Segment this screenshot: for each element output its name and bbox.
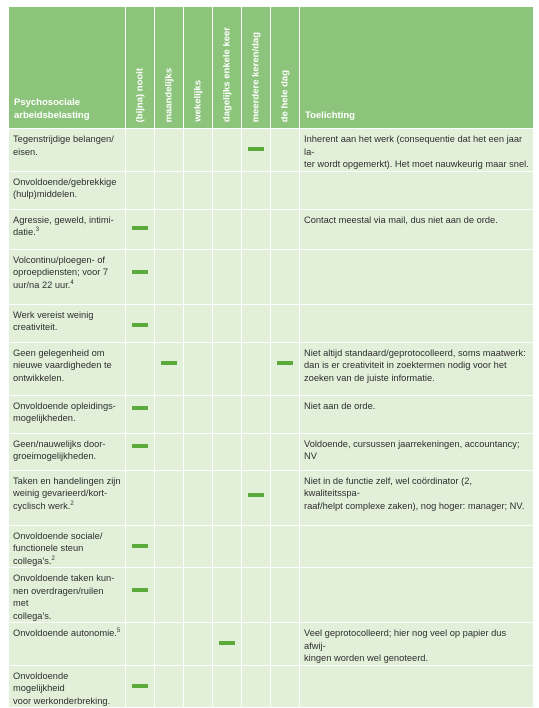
row-label-line: Onvoldoende/gebrekkige: [13, 176, 117, 187]
frequency-cell: [242, 209, 271, 249]
table-row: [9, 665, 534, 708]
frequency-mark: [132, 270, 148, 274]
frequency-cell: [213, 342, 242, 395]
row-label-line: mogelijkheden.: [13, 413, 76, 423]
header-several-daily: meerdere keren/dag: [242, 7, 271, 129]
frequency-mark: [132, 323, 148, 327]
frequency-mark: [132, 684, 148, 688]
frequency-cell: [242, 342, 271, 395]
row-label-line: nieuwe vaardigheden te: [13, 360, 112, 370]
psychosocial-workload-table: [8, 6, 534, 708]
header-first-line-1: Psychosociale: [14, 97, 81, 108]
footnote-marker: 5: [116, 627, 121, 634]
row-label-line: uur/na 22 uur.: [13, 279, 71, 290]
frequency-cell: [213, 209, 242, 249]
frequency-mark: [277, 361, 293, 365]
table-row: [9, 342, 534, 395]
header-all-day: de hele dag: [271, 7, 300, 129]
frequency-cell: [271, 623, 300, 666]
frequency-cell: [155, 665, 184, 708]
row-label-line: Werk vereist weinig: [13, 309, 94, 320]
frequency-cell: [126, 470, 155, 525]
row-explanation: [300, 568, 534, 623]
frequency-cell: [271, 665, 300, 708]
frequency-cell: [242, 623, 271, 666]
explanation-line: Niet aan de orde.: [304, 400, 376, 411]
frequency-cell: [155, 433, 184, 470]
header-row: [9, 7, 534, 129]
frequency-cell: [242, 171, 271, 209]
table-row: [9, 171, 534, 209]
frequency-cell: [213, 665, 242, 708]
explanation-line: Contact meestal via mail, dus niet aan de orde.: [304, 214, 498, 225]
table-row: [9, 209, 534, 249]
frequency-cell: [126, 665, 155, 708]
frequency-cell: [242, 395, 271, 433]
frequency-cell: [184, 304, 213, 342]
frequency-cell: [271, 433, 300, 470]
frequency-cell: [155, 342, 184, 395]
frequency-cell: [126, 433, 155, 470]
row-label: [9, 568, 126, 623]
explanation-line: Voldoende, cursussen jaarrekeningen, accountancy; NV: [304, 438, 520, 461]
frequency-cell: [126, 304, 155, 342]
row-explanation: [300, 525, 534, 568]
frequency-cell: [184, 129, 213, 172]
frequency-cell: [213, 129, 242, 172]
frequency-cell: [155, 525, 184, 568]
frequency-cell: [213, 304, 242, 342]
frequency-cell: [126, 209, 155, 249]
row-label: [9, 470, 126, 525]
header-explanation: Toelichting: [300, 7, 534, 129]
explanation-line: zoeken van de juiste informatie.: [304, 372, 435, 383]
explanation-line: Inherent aan het werk (consequentie dat het een jaar la-: [304, 134, 523, 157]
row-label-line: nen overdragen/ruilen met: [13, 585, 104, 608]
frequency-cell: [271, 525, 300, 568]
footnote-marker: 3: [35, 226, 40, 233]
frequency-mark: [132, 406, 148, 410]
frequency-cell: [242, 525, 271, 568]
frequency-cell: [126, 568, 155, 623]
row-label: [9, 304, 126, 342]
frequency-cell: [271, 209, 300, 249]
row-label-line: Onvoldoende taken kun-: [13, 573, 115, 583]
frequency-cell: [213, 395, 242, 433]
frequency-cell: [155, 568, 184, 623]
frequency-cell: [126, 395, 155, 433]
table-row: [9, 623, 534, 666]
explanation-line: Niet in de functie zelf, wel coördinator (2, kwaliteitsspa-: [304, 475, 472, 498]
frequency-cell: [184, 395, 213, 433]
frequency-cell: [155, 623, 184, 666]
row-label: [9, 129, 126, 172]
row-label-line: groeimogelijkheden.: [13, 451, 97, 461]
frequency-cell: [271, 304, 300, 342]
frequency-cell: [242, 470, 271, 525]
frequency-cell: [271, 249, 300, 304]
row-label: [9, 249, 126, 304]
row-label-line: voor werkonderbreking.: [13, 695, 111, 706]
frequency-cell: [184, 171, 213, 209]
frequency-cell: [213, 623, 242, 666]
frequency-mark: [132, 444, 148, 448]
frequency-cell: [126, 525, 155, 568]
row-explanation: [300, 470, 534, 525]
frequency-cell: [184, 623, 213, 666]
footnote-marker: 2: [70, 500, 74, 507]
row-label-line: Geen/nauwelijks door-: [13, 438, 106, 449]
row-explanation: [300, 171, 534, 209]
frequency-cell: [184, 665, 213, 708]
frequency-cell: [242, 665, 271, 708]
row-label-line: (hulp)middelen.: [13, 189, 78, 199]
frequency-cell: [271, 395, 300, 433]
row-label-line: eisen.: [13, 146, 38, 157]
header-monthly: maandelijks: [155, 7, 184, 129]
frequency-cell: [242, 568, 271, 623]
frequency-cell: [126, 342, 155, 395]
row-label-line: Onvoldoende mogelijkheid: [13, 670, 69, 693]
row-label-line: collega's.: [13, 610, 52, 621]
row-label-line: creativiteit.: [13, 322, 58, 332]
frequency-cell: [184, 568, 213, 623]
table-row: [9, 470, 534, 525]
frequency-cell: [213, 171, 242, 209]
header-weekly: wekelijks: [184, 7, 213, 129]
row-label-line: Taken en handelingen zijn: [13, 475, 121, 486]
row-label-line: Onvoldoende opleidings-: [13, 400, 116, 411]
frequency-mark: [132, 544, 148, 548]
explanation-line: dan is er creativiteit in zoektermen nodig voor het: [304, 360, 507, 370]
frequency-cell: [271, 568, 300, 623]
row-label-line: ontwikkelen.: [13, 372, 65, 383]
row-label: [9, 209, 126, 249]
row-label: [9, 171, 126, 209]
row-label: [9, 665, 126, 708]
row-label-line: oproepdiensten; voor 7: [13, 267, 109, 277]
frequency-cell: [213, 525, 242, 568]
row-label: [9, 433, 126, 470]
frequency-cell: [184, 342, 213, 395]
frequency-cell: [242, 304, 271, 342]
frequency-cell: [213, 249, 242, 304]
row-label-line: weinig gevarieerd/kort-: [13, 488, 108, 498]
frequency-cell: [184, 470, 213, 525]
frequency-mark: [248, 493, 264, 497]
row-explanation: [300, 623, 534, 666]
row-explanation: [300, 209, 534, 249]
row-label-line: Tegenstrijdige belangen/: [13, 134, 114, 144]
frequency-mark: [161, 361, 177, 365]
table-row: [9, 395, 534, 433]
frequency-cell: [126, 623, 155, 666]
frequency-cell: [126, 129, 155, 172]
frequency-mark: [219, 641, 235, 645]
row-label-line: functionele steun collega's.: [13, 543, 84, 566]
row-label-line: Volcontinu/ploegen- of: [13, 254, 106, 265]
row-label: [9, 342, 126, 395]
row-label: [9, 395, 126, 433]
row-explanation: [300, 395, 534, 433]
explanation-line: Niet altijd standaard/geprotocolleerd, soms maatwerk:: [304, 347, 526, 358]
header-never: (bijna) nooit: [126, 7, 155, 129]
table-row: [9, 249, 534, 304]
frequency-cell: [126, 249, 155, 304]
row-explanation: [300, 129, 534, 172]
frequency-cell: [155, 249, 184, 304]
frequency-cell: [184, 525, 213, 568]
frequency-mark: [132, 588, 148, 592]
frequency-cell: [271, 129, 300, 172]
frequency-cell: [242, 433, 271, 470]
frequency-cell: [242, 249, 271, 304]
row-explanation: [300, 249, 534, 304]
frequency-cell: [155, 209, 184, 249]
row-explanation: [300, 665, 534, 708]
row-explanation: [300, 304, 534, 342]
header-psychosocial: [9, 7, 126, 129]
frequency-cell: [155, 171, 184, 209]
row-label-line: Onvoldoende autonomie.: [13, 628, 117, 638]
table-row: [9, 433, 534, 470]
row-label: [9, 623, 126, 666]
header-first-line-2: arbeidsbelasting: [14, 110, 90, 121]
explanation-line: kingen worden wel genoteerd.: [304, 653, 429, 663]
table-row: [9, 129, 534, 172]
frequency-cell: [155, 129, 184, 172]
frequency-cell: [242, 129, 271, 172]
frequency-cell: [271, 342, 300, 395]
frequency-cell: [271, 470, 300, 525]
frequency-cell: [271, 171, 300, 209]
frequency-cell: [184, 249, 213, 304]
row-label-line: Agressie, geweld, intimi-: [13, 214, 114, 225]
explanation-line: raaf/helpt complexe zaken), nog hoger: manager; NV.: [304, 500, 525, 511]
table-row: [9, 525, 534, 568]
explanation-line: ter wordt opgemerkt). Het moet nauwkeurig maar snel.: [304, 159, 529, 169]
frequency-cell: [126, 171, 155, 209]
footnote-marker: 4: [70, 279, 74, 286]
explanation-line: Veel geprotocolleerd; hier nog veel op papier dus afwij-: [304, 628, 507, 651]
table-row: [9, 568, 534, 623]
row-explanation: [300, 433, 534, 470]
row-label-line: datie.: [13, 227, 36, 237]
row-label-line: Geen gelegenheid om: [13, 347, 105, 358]
frequency-cell: [155, 304, 184, 342]
header-daily-few: dagelijks enkele keer: [213, 7, 242, 129]
table-row: [9, 304, 534, 342]
frequency-mark: [248, 147, 264, 151]
frequency-cell: [213, 470, 242, 525]
row-label: [9, 525, 126, 568]
frequency-cell: [155, 395, 184, 433]
row-label-line: cyclisch werk.: [13, 500, 71, 511]
footnote-marker: 2: [51, 555, 55, 562]
row-explanation: [300, 342, 534, 395]
frequency-cell: [155, 470, 184, 525]
frequency-cell: [213, 433, 242, 470]
frequency-cell: [184, 209, 213, 249]
frequency-mark: [132, 226, 148, 230]
row-label-line: Onvoldoende sociale/: [13, 530, 103, 541]
frequency-cell: [184, 433, 213, 470]
frequency-cell: [213, 568, 242, 623]
